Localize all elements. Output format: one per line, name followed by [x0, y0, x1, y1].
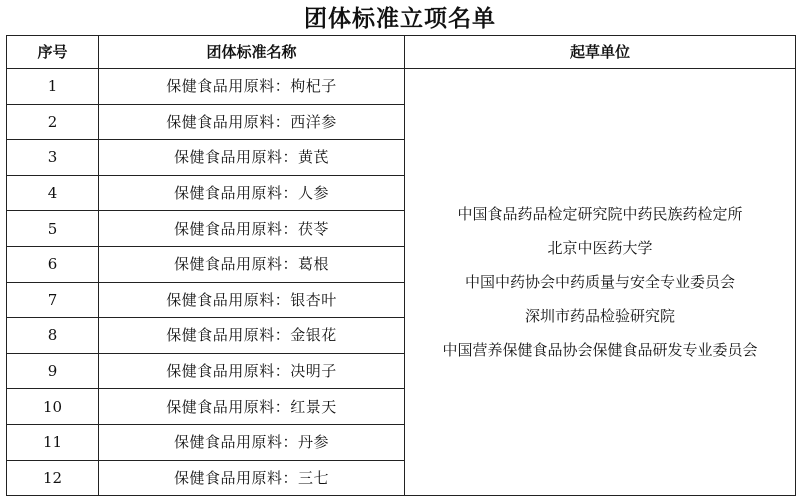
drafting-unit: 中国中药协会中药质量与安全专业委员会 — [464, 273, 735, 292]
row-index: 2 — [7, 104, 99, 140]
header-standard-name: 团体标准名称 — [99, 36, 405, 69]
row-index: 3 — [7, 140, 99, 176]
row-index: 4 — [7, 175, 99, 211]
row-standard-name: 保健食品用原料：黄芪 — [99, 140, 405, 176]
row-standard-name: 保健食品用原料：枸杞子 — [99, 69, 405, 105]
drafting-unit: 中国食品药品检定研究院中药民族药检定所 — [457, 205, 743, 224]
row-standard-name: 保健食品用原料：西洋参 — [99, 104, 405, 140]
drafting-unit: 深圳市药品检验研究院 — [524, 307, 675, 326]
row-index: 11 — [7, 424, 99, 460]
row-standard-name: 保健食品用原料：决明子 — [99, 353, 405, 389]
row-standard-name: 保健食品用原料：人参 — [99, 175, 405, 211]
header-index: 序号 — [7, 36, 99, 69]
row-index: 1 — [7, 69, 99, 105]
table-row — [7, 69, 796, 105]
row-standard-name: 保健食品用原料：三七 — [99, 460, 405, 496]
row-index: 12 — [7, 460, 99, 496]
row-index: 7 — [7, 282, 99, 318]
drafting-unit: 北京中医药大学 — [547, 239, 653, 258]
header-drafting-unit: 起草单位 — [405, 36, 796, 69]
row-index: 9 — [7, 353, 99, 389]
row-standard-name: 保健食品用原料：红景天 — [99, 389, 405, 425]
row-index: 8 — [7, 318, 99, 354]
row-index: 5 — [7, 211, 99, 247]
row-standard-name: 保健食品用原料：丹参 — [99, 424, 405, 460]
drafting-units-cell — [405, 69, 796, 496]
row-index: 6 — [7, 246, 99, 282]
standards-table — [6, 35, 796, 496]
row-standard-name: 保健食品用原料：茯苓 — [99, 211, 405, 247]
row-standard-name: 保健食品用原料：金银花 — [99, 318, 405, 354]
row-standard-name: 保健食品用原料：葛根 — [99, 246, 405, 282]
drafting-unit: 中国营养保健食品协会保健食品研发专业委员会 — [442, 341, 758, 360]
table-header-row — [7, 36, 796, 69]
row-standard-name: 保健食品用原料：银杏叶 — [99, 282, 405, 318]
row-index: 10 — [7, 389, 99, 425]
document-title: 团体标准立项名单 — [304, 6, 496, 32]
